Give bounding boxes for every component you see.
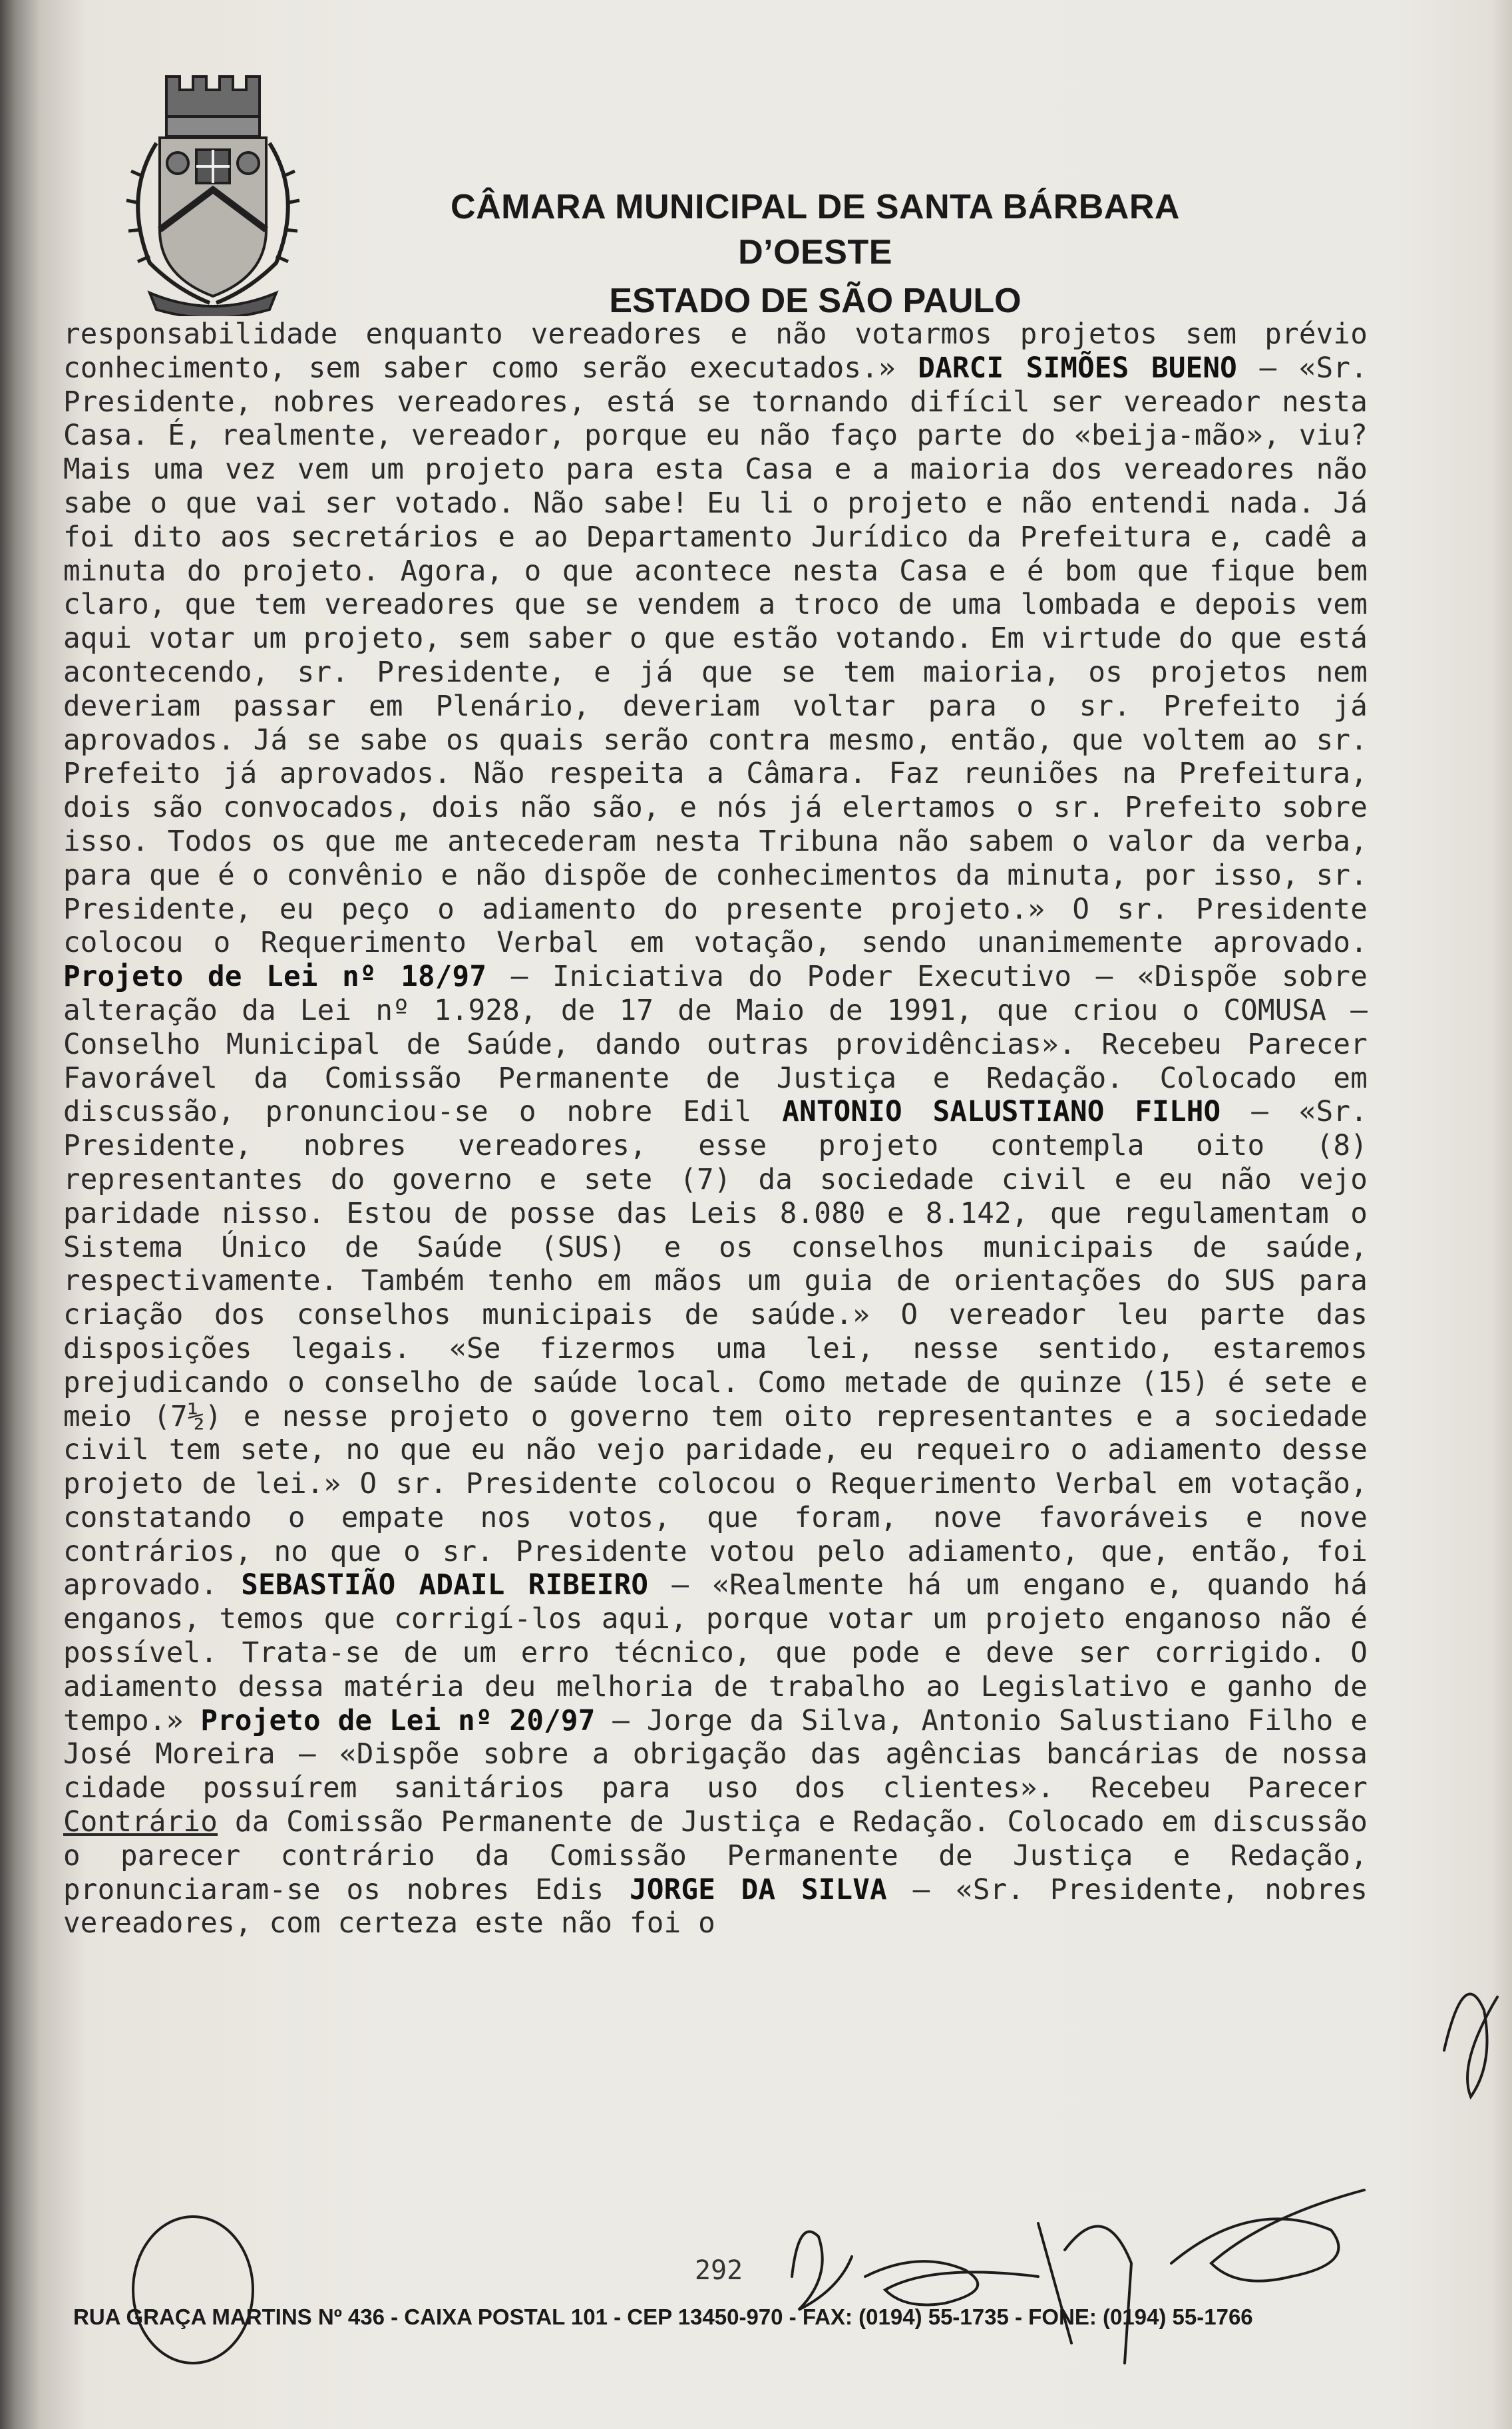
minutes-body — [63, 318, 1368, 1941]
municipal-coat-of-arms — [103, 63, 323, 316]
text-segment: – «Realmente há um engano e, quando há enganos, temos que corrigí-los aqui, porque votar um projeto enganoso não é possível. Trata-se de um erro técnico, que pode e deve ser corrigido. O adiamento dessa matéria deu melhoria de trabalho ao Legislativo e ganho de tempo.» — [63, 1569, 1368, 1737]
stamp-circle — [133, 2217, 253, 2363]
text-segment: – Jorge da Silva, Antonio Salustiano Filho e José Moreira – «Dispõe sobre a obrigação das agências bancárias de nossa cidade possuírem sanitários para uso dos clientes». Recebeu Parecer — [63, 1704, 1368, 1805]
underlined-word: Contrário — [63, 1806, 218, 1839]
signature-stroke — [865, 2261, 1038, 2305]
text-segment: – «Sr. Presidente, nobres vereadores, está se tornando difícil ser vereador nesta Casa. É, realmente, vereador, porque eu não faço parte do «beija-mão», viu? Mais uma vez vem um projeto para esta Casa e a maioria dos vereadores não sabe o que vai ser votado. Não sabe! Eu li o projeto e não entendi nada. Já foi dito aos secretários e ao Departamento Jurídico da Prefeitura e, cadê a minuta do projeto. Agora, o que acontece nesta Casa e é bom que fique bem claro, que tem vereadores que se vendem a troco de uma lombada e depois vem aqui votar um projeto, sem saber o que estão votando. Em virtude do que está acontecendo, sr. Presidente, e já que se tem maioria, os projetos nem deveriam passar em Plenário, deveriam voltar para o sr. Prefeito já aprovados. Já se sabe os quais serão contra mesmo, então, que voltem ao sr. Prefeito já aprovados. Não respeita a Câmara. Faz reuniões na Prefeitura, dois são convocados, dois não são, e nós já elertamos o sr. Prefeito sobre isso. Todos os que me antecederam nesta Tribuna não sabem o valor da verba, para que é o convênio e não dispõe de conhecimentos da minuta, por isso, sr. Presidente, eu peço o adiamento do presente projeto.» O sr. Presidente colocou o Requerimento Verbal em votação, sendo unanimemente aprovado. — [63, 351, 1368, 960]
page-number: 292 — [694, 2255, 743, 2286]
text-segment: – Iniciativa do Poder Executivo – «Dispõe sobre alteração da Lei nº 1.928, de 17 de Maio de 1991, que criou o COMUSA – Conselho Municipal de Saúde, dando outras providências». Recebeu Parecer Favorável da Comissão Permanente de Justiça e Redação. Colocado em discussão, pronunciou-se o nobre Edil — [63, 961, 1368, 1129]
speaker-name: SEBASTIÃO ADAIL RIBEIRO — [241, 1569, 649, 1602]
signature-stroke — [1038, 2223, 1131, 2363]
signature-stroke — [792, 2232, 852, 2311]
speaker-name: JORGE DA SILVA — [630, 1873, 887, 1906]
bill-title: Projeto de Lei nº 20/97 — [200, 1704, 596, 1737]
signature-stroke — [1171, 2190, 1364, 2281]
speaker-name: DARCI SIMÕES BUENO — [918, 351, 1237, 385]
footer-address: RUA GRAÇA MARTINS Nº 436 - CAIXA POSTAL 101 - CEP 13450-970 - FAX: (0194) 55-1735 - FONE: (0194) 55-1766 — [73, 2305, 1253, 2329]
institution-header — [399, 185, 1231, 324]
speaker-name: ANTONIO SALUSTIANO FILHO — [782, 1096, 1221, 1129]
text-segment: – «Sr. Presidente, nobres vereadores, esse projeto contempla oito (8) representantes do governo e sete (7) da sociedade civil e eu não vejo paridade nisso. Estou de posse das Leis 8.080 e 8.142, que regulamentam o Sistema Único de Saúde (SUS) e os conselhos municipais de saúde, respectivamente. Também tenho em mãos um guia de orientações do SUS para criação dos conselhos municipais de saúde.» O vereador leu parte das disposições legais. «Se fizermos uma lei, nesse sentido, estaremos prejudicando o conselho de saúde local. Como metade de quinze (15) é sete e meio (7½) e nesse projeto o governo tem oito representantes e a sociedade civil tem sete, no que eu não vejo paridade, eu requeiro o adiamento desse projeto de lei.» O sr. Presidente colocou o Requerimento Verbal em votação, constatando o empate nos votos, que foram, nove favoráveis e nove contrários, no que o sr. Presidente votou pelo adiamento, que, então, foi aprovado. — [63, 1096, 1368, 1602]
header-chamber-name: CÂMARA MUNICIPAL DE SANTA BÁRBARA D’OESTE — [451, 188, 1180, 272]
header-state-name: ESTADO DE SÃO PAULO — [609, 282, 1022, 321]
text-segment: da Comissão Permanente de Justiça e Redação. Colocado em discussão o parecer contrário da Comissão Permanente de Justiça e Redação, pronunciaram-se os nobres Edis — [63, 1806, 1368, 1906]
text-segment: – «Sr. Presidente, nobres vereadores, com certeza este não foi o — [63, 1873, 1368, 1940]
text-segment: responsabilidade enquanto vereadores e não votarmos projetos sem prévio conhecimento, sem saber como serão executados.» — [63, 318, 1368, 385]
bill-title: Projeto de Lei nº 18/97 — [63, 961, 487, 994]
signature-stroke — [1444, 1994, 1497, 2098]
